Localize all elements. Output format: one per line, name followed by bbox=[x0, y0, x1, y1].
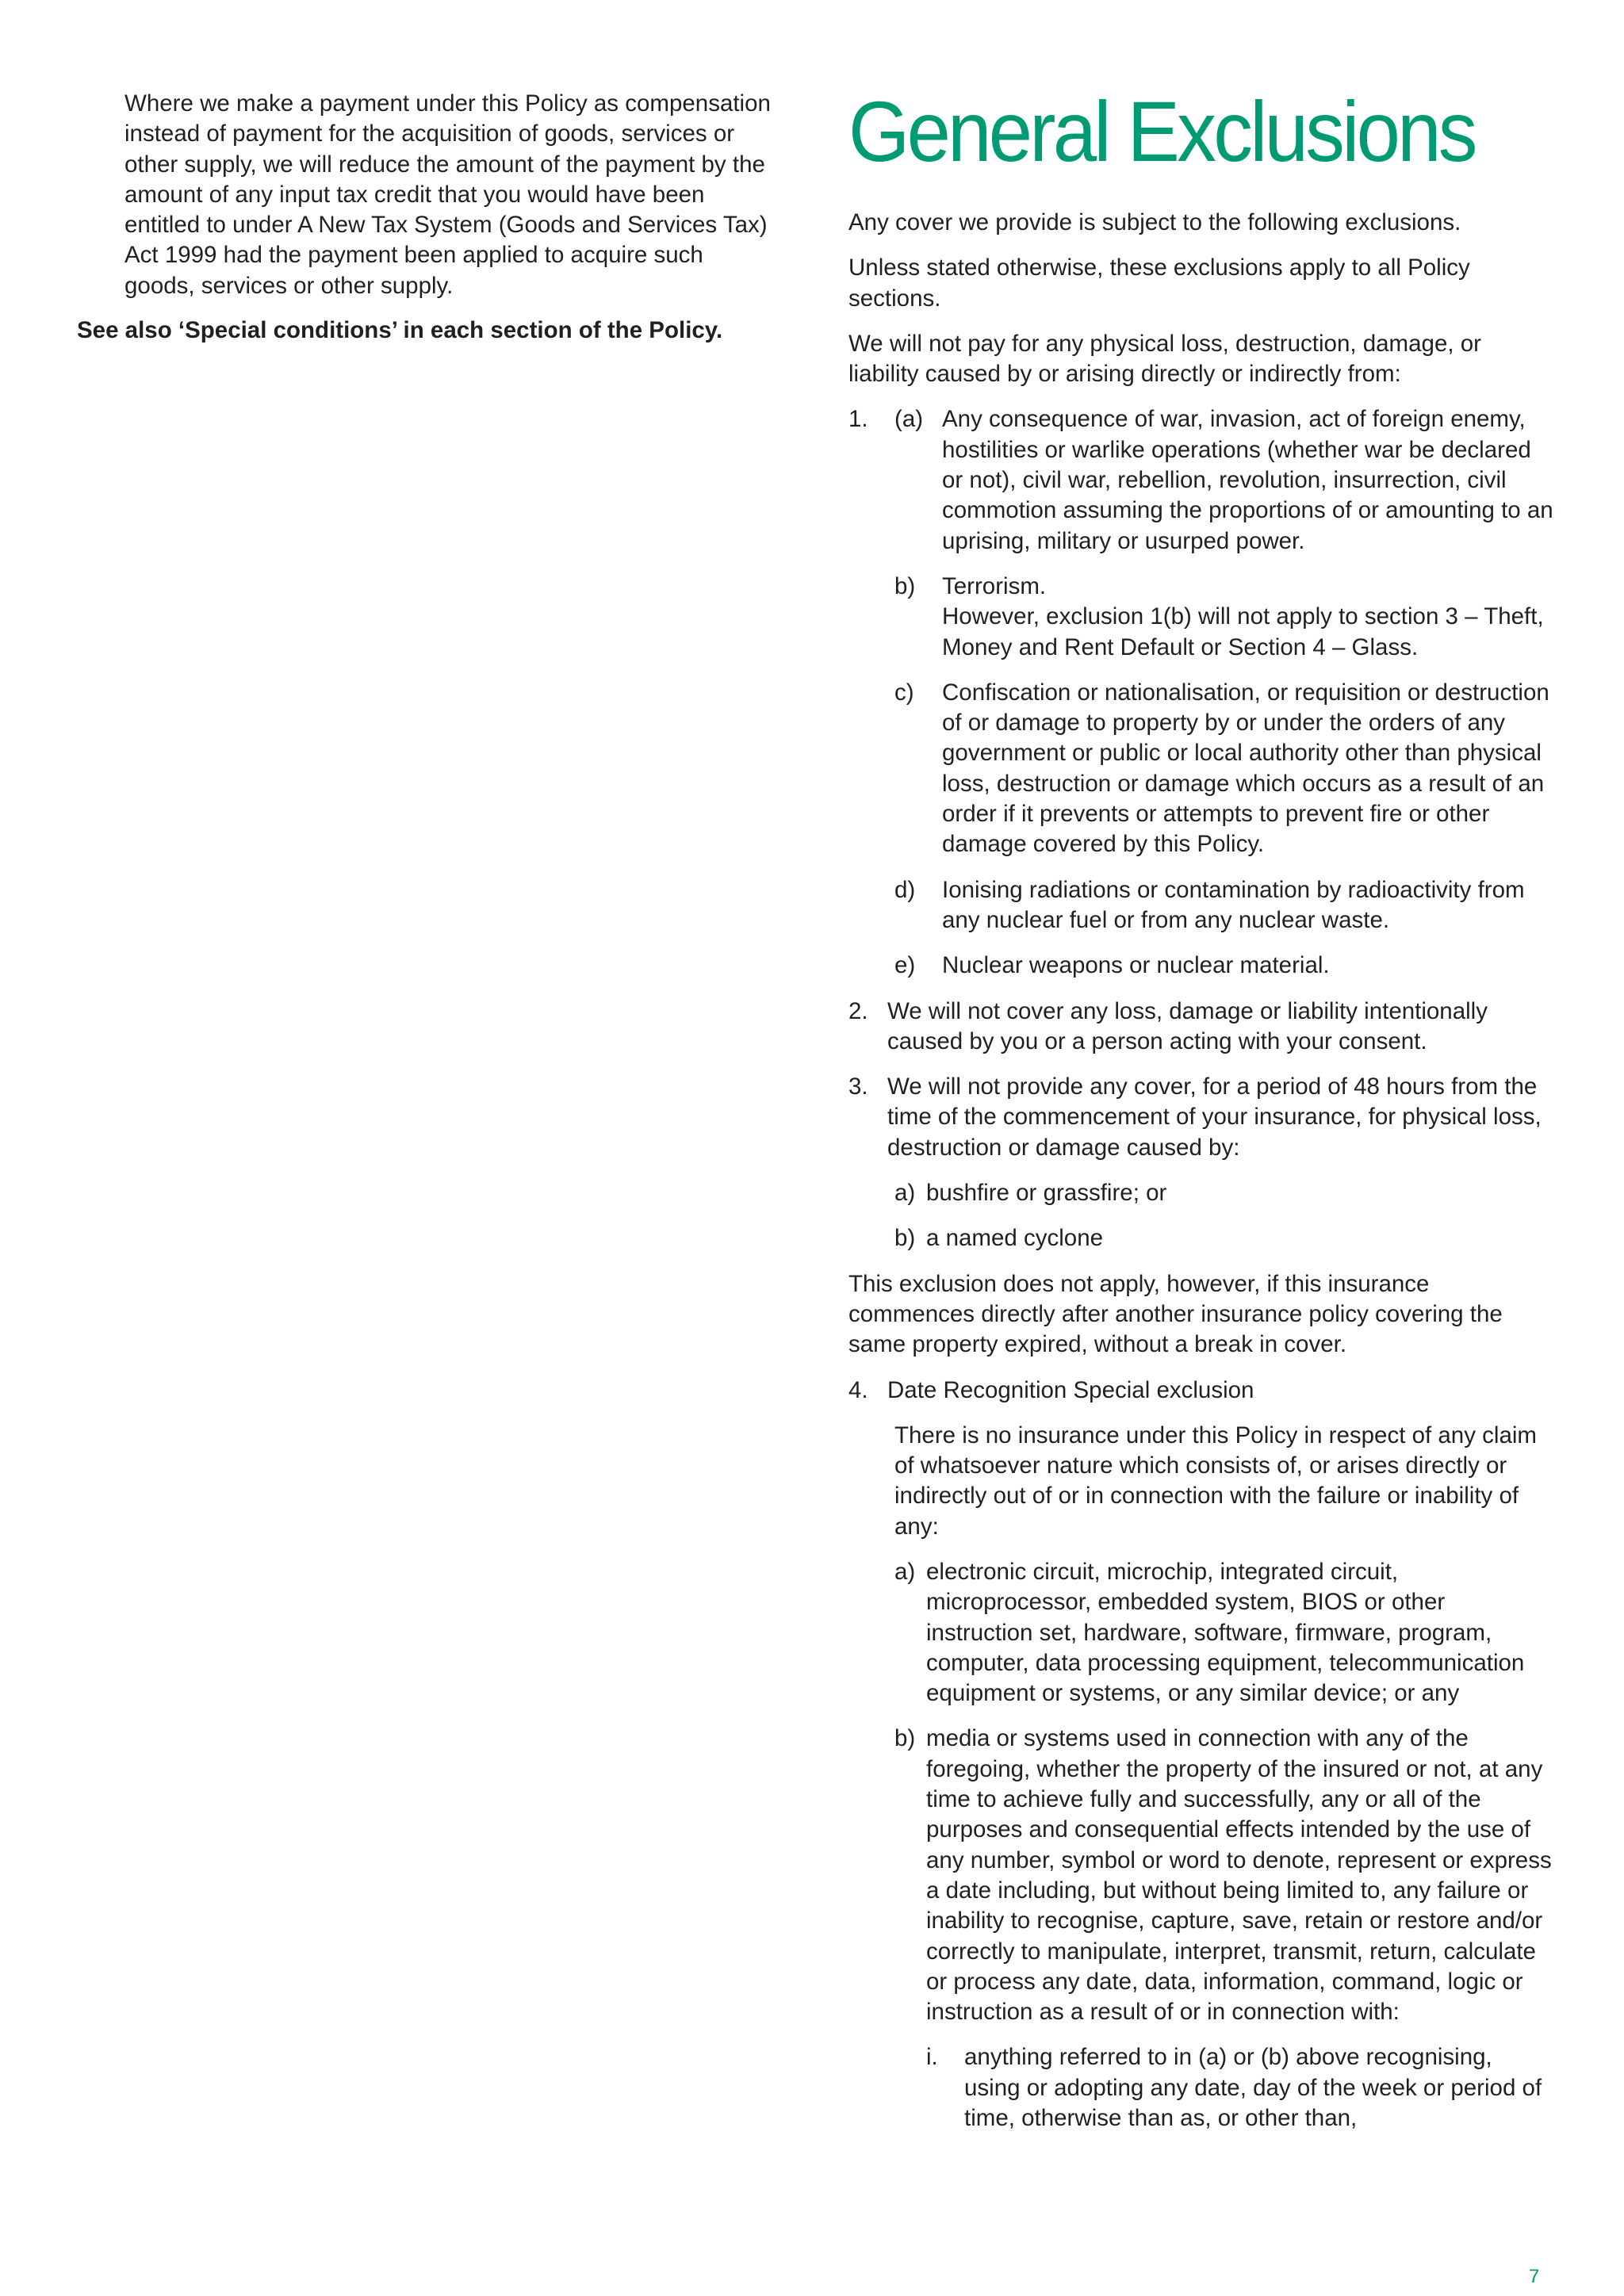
item-label: b) bbox=[894, 1725, 916, 1752]
exclusion-4b bbox=[848, 1724, 1554, 2027]
item-label: e) bbox=[894, 952, 916, 979]
item-text: Confiscation or nationalisation, or requisition or destruction of or damage to property by or under the orders of any government or public or local authority other than physical loss, destruction or damage which occurs as a result of an order if it prevents or attempts to prevent fire or other damage covered by this Policy. bbox=[942, 679, 1549, 858]
item-label: i. bbox=[926, 2044, 938, 2071]
item-text: We will not cover any loss, damage or liability intentionally caused by you or a person acting with your consent. bbox=[887, 997, 1488, 1054]
intro-paragraph-3: We will not pay for any physical loss, destruction, damage, or liability caused by or arising directly or indirectly from: bbox=[848, 330, 1481, 388]
item-label: (a) bbox=[894, 406, 924, 433]
item-text: electronic circuit, microchip, integrated circuit, microprocessor, embedded system, BIOS or other instruction set, hardware, software, firmware, program, computer, data processing equipment, telecommunication equipment or systems, or any similar device; or any bbox=[926, 1558, 1525, 1707]
item-text: Any consequence of war, invasion, act of foreign enemy, hostilities or warlike operations (whether war be declared or not), civil war, rebellion, revolution, insurrection, civil commotion assuming the proportions of or amounting to an uprising, military or usurped power. bbox=[942, 406, 1553, 554]
exclusion-1c bbox=[848, 678, 1554, 860]
item-text: Ionising radiations or contamination by radioactivity from any nuclear fuel or from any nuclear waste. bbox=[942, 876, 1525, 933]
right-column bbox=[848, 83, 1554, 2149]
item-text-continued: However, exclusion 1(b) will not apply to section 3 – Theft, Money and Rent Default or Section 4 – Glass. bbox=[942, 603, 1544, 660]
page-title: General Exclusions bbox=[848, 83, 1475, 179]
item-text: anything referred to in (a) or (b) above recognising, using or adopting any date, day of the week or period of time, otherwise than as, or other than, bbox=[964, 2044, 1542, 2132]
item-number: 4. bbox=[848, 1376, 868, 1403]
exclusion-1b bbox=[848, 572, 1554, 663]
exclusion-3-note: This exclusion does not apply, however, if this insurance commences directly after another insurance policy covering the same property expired, without a break in cover. bbox=[848, 1270, 1503, 1358]
item-text: Date Recognition Special exclusion bbox=[887, 1376, 1254, 1403]
item-number: 3. bbox=[848, 1073, 868, 1100]
item-label: b) bbox=[894, 572, 916, 599]
exclusion-2 bbox=[848, 997, 1554, 1058]
exclusion-4a bbox=[848, 1557, 1554, 1709]
exclusion-1e bbox=[848, 951, 1554, 981]
exclusion-3 bbox=[848, 1072, 1554, 1163]
see-also-note: See also ‘Special conditions’ in each section of the Policy. bbox=[77, 317, 723, 344]
item-label: a) bbox=[894, 1180, 916, 1207]
item-text: a named cyclone bbox=[926, 1225, 1104, 1252]
item-text: Nuclear weapons or nuclear material. bbox=[942, 952, 1330, 979]
intro-paragraph-2: Unless stated otherwise, these exclusions apply to all Policy sections. bbox=[848, 254, 1470, 312]
exclusion-1a bbox=[848, 404, 1554, 556]
left-column bbox=[77, 89, 775, 346]
exclusion-3b bbox=[848, 1223, 1554, 1253]
item-text: Terrorism. bbox=[942, 572, 1047, 599]
exclusion-4b-i bbox=[848, 2042, 1554, 2133]
item-label: b) bbox=[894, 1225, 916, 1252]
exclusion-1d bbox=[848, 875, 1554, 936]
exclusion-4-paragraph: There is no insurance under this Policy in respect of any claim of whatsoever nature which consists of, or arises directly or indirectly out of or in connection with the failure or inability of any: bbox=[894, 1422, 1537, 1540]
item-number: 2. bbox=[848, 997, 868, 1024]
page-number: 7 bbox=[1529, 2266, 1540, 2287]
item-text: media or systems used in connection with any of the foregoing, whether the property of the insured or not, at any time to achieve fully and successfully, any or all of the purposes and consequential effects intended by the use of any number, symbol or word to denote, represent or express a date including, but without being limited to, any failure or inability to recognise, capture, save, retain or restore and/or correctly to manipulate, interpret, transmit, return, calculate or process any date, data, information, command, logic or instruction as a result of or in connection with: bbox=[926, 1725, 1552, 2026]
item-number: 1. bbox=[848, 406, 868, 433]
intro-paragraph-1: Any cover we provide is subject to the following exclusions. bbox=[848, 209, 1461, 235]
exclusion-4 bbox=[848, 1376, 1554, 1406]
item-label: d) bbox=[894, 876, 916, 903]
item-text: We will not provide any cover, for a period of 48 hours from the time of the commencement of your insurance, for physical loss, destruction or damage caused by: bbox=[887, 1073, 1542, 1161]
item-label: a) bbox=[894, 1558, 916, 1585]
exclusion-3a bbox=[848, 1178, 1554, 1208]
item-text: bushfire or grassfire; or bbox=[926, 1180, 1167, 1207]
item-label: c) bbox=[894, 679, 914, 706]
gst-paragraph: Where we make a payment under this Policy as compensation instead of payment for the acquisition of goods, services or other supply, we will reduce the amount of the payment by the amount of any input tax credit that you would have been entitled to under A New Tax System (Goods and Services Tax) Act 1999 had the payment been applied to acquire such goods, services or other supply. bbox=[124, 90, 771, 299]
